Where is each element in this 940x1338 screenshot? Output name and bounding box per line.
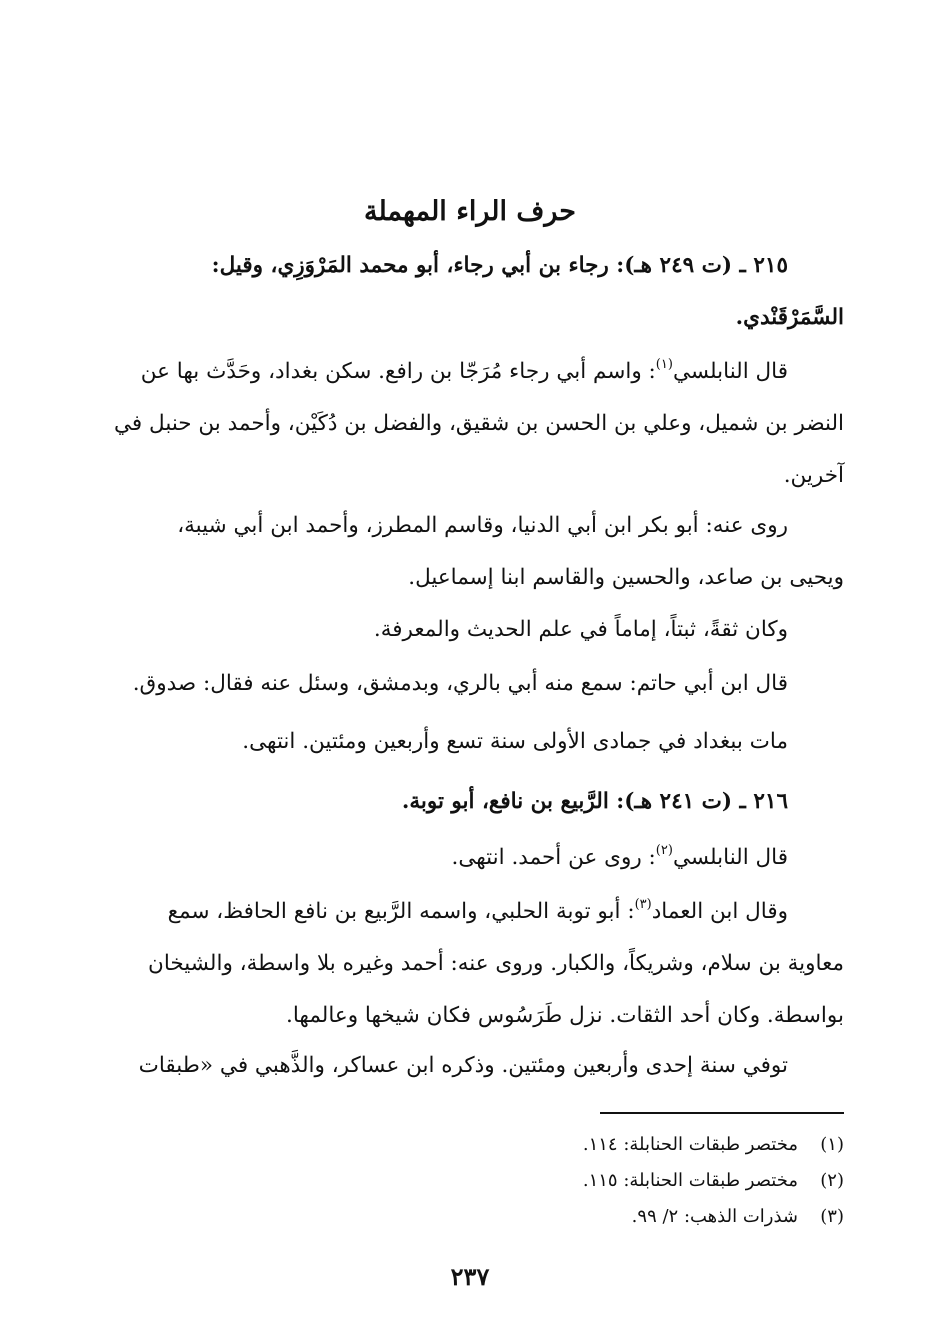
footnote-1 — [583, 1128, 844, 1162]
paragraph-death-216 — [96, 1040, 844, 1092]
paragraph-nabulsi-2 — [96, 832, 844, 884]
paragraph-thiqa — [96, 604, 844, 656]
entry-215 — [96, 240, 844, 344]
paragraph-line: قال النابلسي$^{(٢)}$: روى عن أحمد. انتهى. — [451, 843, 788, 870]
paragraph-narrators — [96, 500, 844, 604]
paragraph-line: النضر بن شميل، وعلي بن الحسن بن شقيق، والفضل بن دُكَيْن، وأحمد بن حنبل في — [114, 411, 844, 436]
footnote-2 — [583, 1164, 844, 1198]
footnote-number: (٣) — [820, 1206, 844, 1227]
page-number: ٢٣٧ — [450, 1262, 490, 1291]
footnote-divider — [600, 1112, 844, 1114]
paragraph-line: آخرين. — [783, 463, 844, 488]
footnote-3 — [632, 1200, 844, 1234]
paragraph-line: قال النابلسي$^{(١)}$: واسم أبي رجاء مُرَجّا بن رافع. سكن بغداد، وحَدَّث بها عن — [140, 357, 788, 384]
paragraph-line: توفي سنة إحدى وأربعين ومئتين. وذكره ابن عساكر، والذَّهبي في «طبقات — [138, 1053, 788, 1078]
footnote-ref-2: (٢) — [655, 843, 673, 858]
paragraph-line: معاوية بن سلام، وشريكاً، والكبار. وروى عنه: أحمد وغيره بلا واسطة، والشيخان — [148, 951, 844, 976]
paragraph-nabulsi-1 — [96, 346, 844, 502]
footnote-text: مختصر طبقات الحنابلة: ١١٤. — [582, 1134, 798, 1155]
paragraph-line: وكان ثقةً، ثبتاً، إماماً في علم الحديث والمعرفة. — [373, 617, 788, 642]
paragraph-line: مات ببغداد في جمادى الأولى سنة تسع وأربعين ومئتين. انتهى. — [242, 729, 788, 754]
footnote-text: مختصر طبقات الحنابلة: ١١٥. — [582, 1170, 798, 1191]
footnote-text: شذرات الذهب: ٢/ ٩٩. — [631, 1206, 798, 1227]
paragraph-line: بواسطة. وكان أحد الثقات. نزل طَرَسُوس فكان شيخها وعالمها. — [286, 1003, 844, 1028]
footnote-number: (١) — [820, 1134, 844, 1155]
paragraph-ibn-abi-hatim — [96, 658, 844, 710]
footnote-number: (٢) — [820, 1170, 844, 1191]
footnote-ref-3: (٣) — [634, 897, 652, 912]
entry-216 — [96, 776, 844, 828]
paragraph-death — [96, 716, 844, 768]
entry-216-head: ٢١٦ ـ (ت ٢٤١ هـ): الرَّبيع بن نافع، أبو توبة. — [401, 789, 788, 814]
section-heading: حرف الراء المهملة — [363, 196, 576, 227]
paragraph-line: ويحيى بن صاعد، والحسين والقاسم ابنا إسماعيل. — [408, 565, 844, 590]
entry-215-head-cont: السَّمَرْقَنْدي. — [735, 305, 844, 330]
paragraph-ibn-al-imad — [96, 886, 844, 1042]
paragraph-line: روى عنه: أبو بكر ابن أبي الدنيا، وقاسم المطرز، وأحمد ابن أبي شيبة، — [177, 513, 788, 538]
entry-215-head: ٢١٥ ـ (ت ٢٤٩ هـ): رجاء بن أبي رجاء، أبو محمد المَرْوَزِي، وقيل: — [211, 253, 788, 278]
paragraph-line: وقال ابن العماد$^{(٣)}$: أبو توبة الحلبي، واسمه الرَّبيع بن نافع الحافظ، سمع — [167, 897, 788, 924]
footnote-ref-1: (١) — [655, 357, 673, 372]
paragraph-line: قال ابن أبي حاتم: سمع منه أبي بالري، وبدمشق، وسئل عنه فقال: صدوق. — [132, 671, 788, 696]
